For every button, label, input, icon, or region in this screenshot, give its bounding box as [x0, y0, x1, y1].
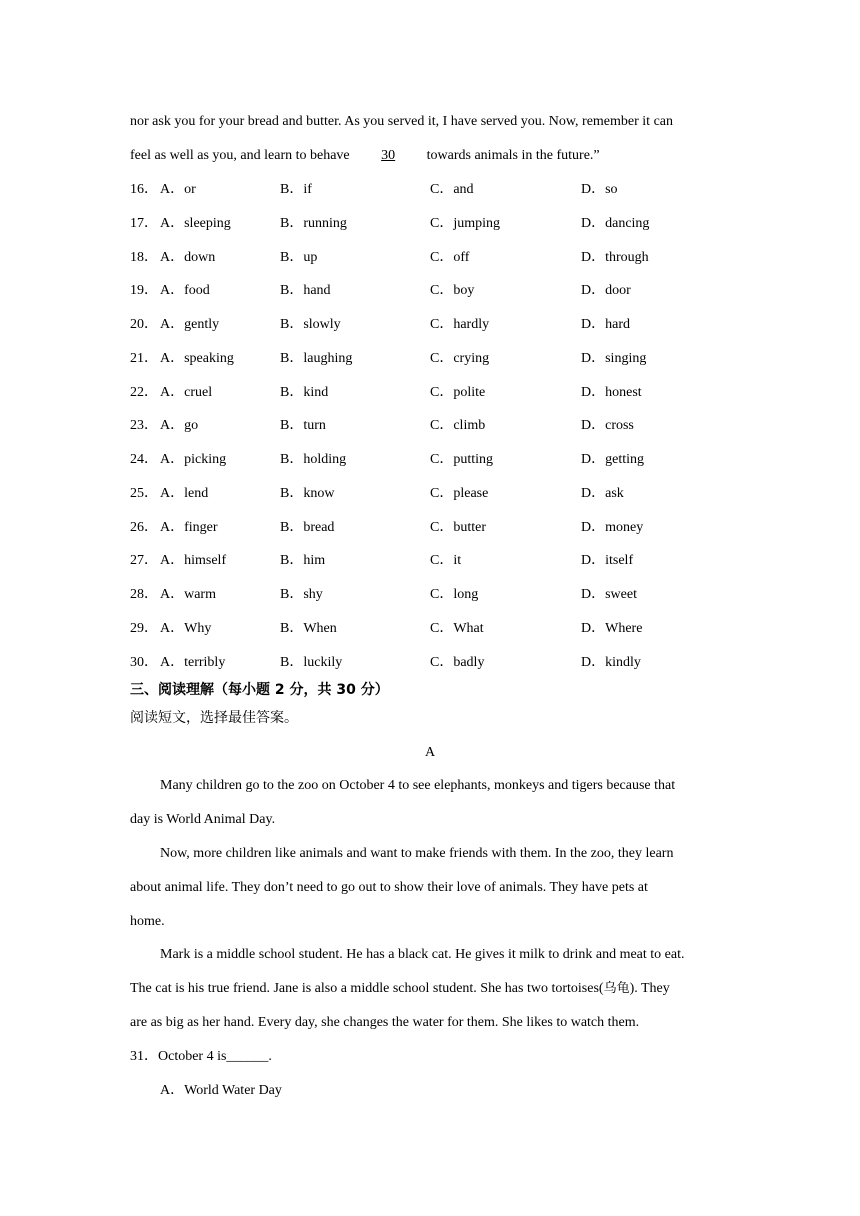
option-a: A．Why [160, 621, 212, 636]
option-b: B．luckily [280, 655, 343, 670]
option-a: A．cruel [160, 385, 213, 400]
option-c: C．long [430, 587, 479, 602]
option-d: D．so [581, 182, 618, 197]
option-b: B．When [280, 621, 337, 636]
question-number: 18． [130, 250, 158, 265]
option-c: C．crying [430, 351, 490, 366]
paragraph-text: ). They [629, 981, 670, 996]
question-number: 22． [130, 385, 158, 400]
option-a: A．picking [160, 452, 227, 467]
option-b: B．if [280, 182, 312, 197]
paragraph-gloss: 乌龟 [603, 981, 630, 996]
passage-text: towards animals in the future.” [426, 148, 600, 163]
option-a: A．food [160, 283, 210, 298]
option-d: D．getting [581, 452, 644, 467]
option-d: D．door [581, 283, 631, 298]
option-c: C．polite [430, 385, 486, 400]
option-c: C．hardly [430, 317, 490, 332]
passage-text: feel as well as you, and learn to behave [130, 148, 350, 163]
option-row [0, 215, 860, 233]
option-a: A．lend [160, 486, 209, 501]
option-a: A．warm [160, 587, 216, 602]
question-option: A．World Water Day [160, 1083, 282, 1098]
passage-line: nor ask you for your bread and butter. As you served it, I have served you. Now, remember it can [130, 114, 673, 129]
option-a: A．sleeping [160, 216, 231, 231]
paragraph-line: Now, more children like animals and want to make friends with them. In the zoo, they learn [160, 846, 674, 861]
option-b: B．slowly [280, 317, 341, 332]
question-number: 28． [130, 587, 158, 602]
option-c: C．boy [430, 283, 475, 298]
option-a: A．terribly [160, 655, 226, 670]
option-row [0, 485, 860, 503]
option-b: B．up [280, 250, 318, 265]
option-a: A．or [160, 182, 196, 197]
option-row [0, 451, 860, 469]
question-number: 23． [130, 418, 158, 433]
option-b: B．turn [280, 418, 326, 433]
option-row [0, 316, 860, 334]
option-d: D．sweet [581, 587, 637, 602]
option-d: D．itself [581, 553, 634, 568]
option-row [0, 282, 860, 300]
option-a: A．gently [160, 317, 220, 332]
option-a: A．himself [160, 553, 227, 568]
option-row [0, 417, 860, 435]
option-row [0, 552, 860, 570]
option-b: B．shy [280, 587, 323, 602]
option-b: B．laughing [280, 351, 353, 366]
option-row [0, 350, 860, 368]
question-number: 16． [130, 182, 158, 197]
paragraph-text: The cat is his true friend. Jane is also a middle school student. She has two tortoises( [130, 981, 604, 996]
option-c: C．badly [430, 655, 485, 670]
passage-label: A [424, 745, 436, 760]
section-instruction: 阅读短文，选择最佳答案。 [130, 710, 298, 726]
option-a: A．speaking [160, 351, 234, 366]
option-row [0, 620, 860, 638]
question-number: 20． [130, 317, 158, 332]
paragraph-line: home. [130, 914, 165, 929]
paragraph-line: about animal life. They don’t need to go out to show their love of animals. They have pets at [130, 880, 648, 895]
option-b: B．running [280, 216, 347, 231]
option-row [0, 586, 860, 604]
option-d: D．hard [581, 317, 630, 332]
option-c: C．climb [430, 418, 486, 433]
option-row [0, 384, 860, 402]
option-b: B．know [280, 486, 335, 501]
option-d: D．through [581, 250, 649, 265]
question-number: 30． [130, 655, 158, 670]
option-c: C．it [430, 553, 462, 568]
option-a: A．finger [160, 520, 218, 535]
option-row [0, 519, 860, 537]
question-number: 21． [130, 351, 158, 366]
option-d: D．honest [581, 385, 642, 400]
option-c: C．and [430, 182, 474, 197]
blank-30: 30 [381, 148, 396, 163]
option-d: D．singing [581, 351, 647, 366]
option-d: D．money [581, 520, 644, 535]
question-number: 19． [130, 283, 158, 298]
paragraph-line: are as big as her hand. Every day, she changes the water for them. She likes to watch them. [130, 1015, 640, 1030]
question-number: 27． [130, 553, 158, 568]
option-row [0, 249, 860, 267]
option-a: A．down [160, 250, 216, 265]
option-c: C．please [430, 486, 489, 501]
option-c: C．putting [430, 452, 494, 467]
paragraph-line [130, 980, 670, 998]
option-c: C．jumping [430, 216, 501, 231]
passage-line-with-blank [130, 147, 600, 165]
option-d: D．cross [581, 418, 634, 433]
option-d: D．Where [581, 621, 643, 636]
option-c: C．off [430, 250, 470, 265]
option-b: B．him [280, 553, 326, 568]
question-number: 26． [130, 520, 158, 535]
option-b: B．bread [280, 520, 335, 535]
paragraph-line: day is World Animal Day. [130, 812, 276, 827]
question-number: 29． [130, 621, 158, 636]
question-number: 24． [130, 452, 158, 467]
option-row [0, 654, 860, 672]
option-row [0, 181, 860, 199]
option-d: D．kindly [581, 655, 641, 670]
question-stem: 31．October 4 is______. [130, 1049, 272, 1064]
paragraph-line: Many children go to the zoo on October 4 to see elephants, monkeys and tigers because that [160, 778, 676, 793]
paragraph-line: Mark is a middle school student. He has a black cat. He gives it milk to drink and meat to eat. [160, 947, 685, 962]
option-d: D．dancing [581, 216, 650, 231]
question-number: 17． [130, 216, 158, 231]
option-d: D．ask [581, 486, 624, 501]
option-b: B．holding [280, 452, 347, 467]
option-b: B．hand [280, 283, 331, 298]
section-heading: 三、阅读理解（每小题 2 分，共 30 分） [130, 682, 389, 698]
question-number: 25． [130, 486, 158, 501]
option-a: A．go [160, 418, 199, 433]
option-c: C．What [430, 621, 484, 636]
option-c: C．butter [430, 520, 486, 535]
option-b: B．kind [280, 385, 329, 400]
